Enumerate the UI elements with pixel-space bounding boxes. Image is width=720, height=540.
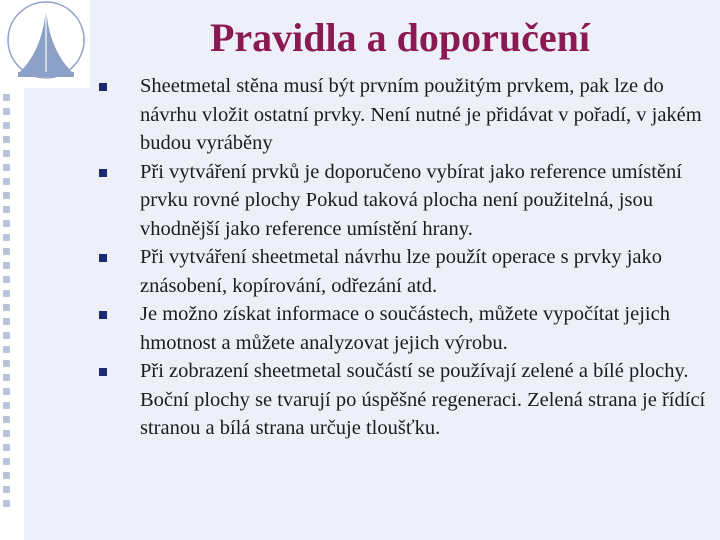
decorative-square (3, 290, 10, 297)
decorative-square (3, 360, 10, 367)
decorative-square (3, 206, 10, 213)
list-item-text: Při zobrazení sheetmetal součástí se používají zelené a bílé plochy. Boční plochy se tvarují po úspěšné regeneraci. Zelená strana je řídící stranou a bílá strana určuje tloušťku. (140, 360, 706, 439)
bullet-list (97, 72, 712, 443)
square-bullet-icon (99, 169, 107, 177)
decorative-square (3, 178, 10, 185)
decorative-square (3, 262, 10, 269)
decorative-square (3, 276, 10, 283)
decorative-square (3, 192, 10, 199)
decorative-square (3, 234, 10, 241)
decorative-square (3, 374, 10, 381)
decorative-square (3, 402, 10, 409)
list-item (97, 158, 712, 244)
decorative-square (3, 248, 10, 255)
decorative-square (3, 486, 10, 493)
decorative-square (3, 388, 10, 395)
list-item (97, 72, 712, 158)
decorative-square (3, 150, 10, 157)
decorative-square (3, 94, 10, 101)
decorative-square (3, 304, 10, 311)
list-item-text: Sheetmetal stěna musí být prvním použitým prvkem, pak lze do návrhu vložit ostatní prvky. Není nutné je přidávat v pořadí, v jakém budou vyráběny (140, 75, 702, 154)
list-item (97, 300, 712, 357)
decorative-square (3, 416, 10, 423)
list-item-text: Je možno získat informace o součástech, můžete vypočítat jejich hmotnost a můžete analyzovat jejich výrobu. (140, 303, 670, 354)
list-item (97, 243, 712, 300)
decorative-square (3, 332, 10, 339)
square-bullet-icon (99, 83, 107, 91)
list-item-text: Při vytváření sheetmetal návrhu lze použít operace s prvky jako znásobení, kopírování, odřezání atd. (140, 246, 662, 297)
square-bullet-icon (99, 311, 107, 319)
decorative-square (3, 458, 10, 465)
logo-icon (2, 0, 90, 88)
decorative-square (3, 430, 10, 437)
square-bullet-icon (99, 368, 107, 376)
decorative-square (3, 164, 10, 171)
decorative-square (3, 444, 10, 451)
decorative-square (3, 346, 10, 353)
list-item-text: Při vytváření prvků je doporučeno vybírat jako reference umístění prvku rovné plochy Pokud taková plocha není použitelná, jsou vhodnější jako reference umístění hrany. (140, 160, 682, 240)
decorative-square (3, 500, 10, 507)
decorative-square (3, 220, 10, 227)
decorative-square (3, 108, 10, 115)
decorative-square (3, 318, 10, 325)
decorative-square (3, 472, 10, 479)
decorative-square (3, 136, 10, 143)
square-bullet-icon (99, 254, 107, 262)
slide-title: Pravidla a doporučení (209, 15, 591, 60)
decorative-square (3, 122, 10, 129)
list-item (97, 357, 712, 443)
